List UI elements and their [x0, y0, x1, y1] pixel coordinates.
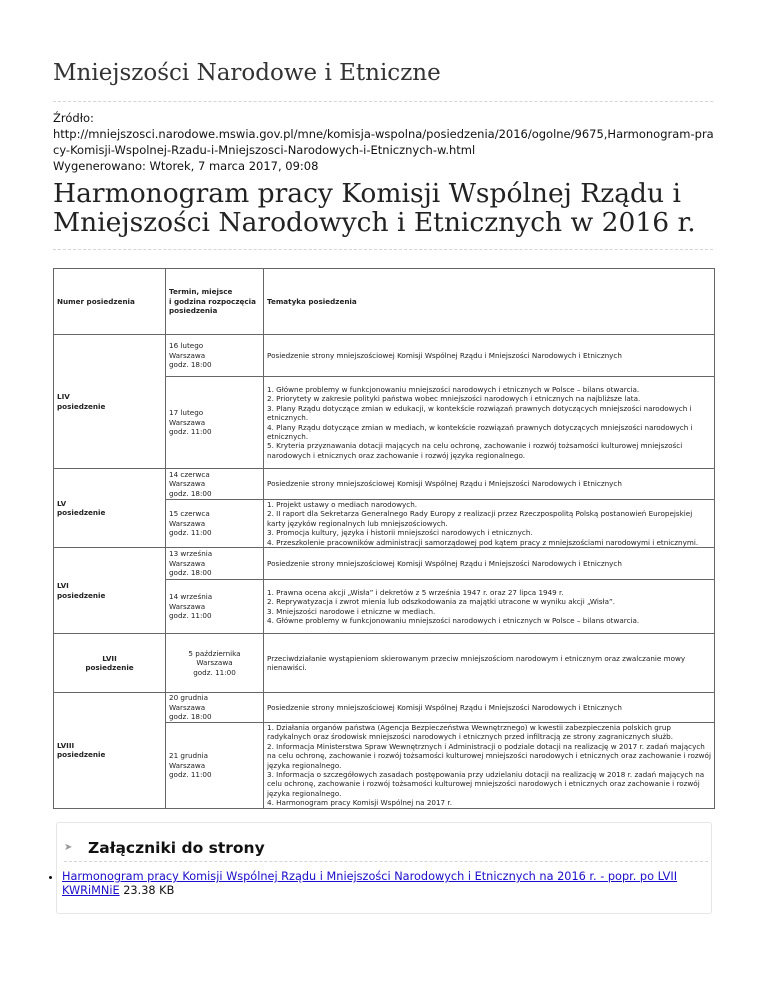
- table-row: [54, 548, 715, 580]
- table-row: [54, 469, 715, 500]
- divider: [53, 101, 713, 102]
- table-row: [54, 634, 715, 693]
- table-row: [54, 693, 715, 723]
- table-header-row: [54, 269, 715, 335]
- session-term: 13 września Warszawa godz. 18:00: [166, 548, 264, 580]
- header-cell: Termin, miejsce i godzina rozpoczęcia posiedzenia: [166, 269, 264, 335]
- site-title: Mniejszości Narodowe i Etniczne: [53, 60, 441, 86]
- session-term: 20 grudnia Warszawa godz. 18:00: [166, 693, 264, 723]
- session-topic: 1. Działania organów państwa (Agencja Bezpieczeństwa Wewnętrznego) w kwestii zabezpieczenia polskich grup radykalnych oraz środowisk mniejszości narodowych i etnicznych przed infiltracją ze strony zagranicznych służb. 2. Informacja Ministerstwa Spraw Wewnętrznych i Administracji o podziale dotacji na realizację w 2017 r. zadań mających na celu ochronę, zachowanie i rozwój tożsamości kulturowej mniejszości narodowych i etnicznych oraz zachowanie i rozwój języka regionalnego. 3. Informacja o szczegółowych zasadach postępowania przy udzielaniu dotacji na realizację w 2018 r. zadań mających na celu ochronę, zachowanie i rozwój tożsamości kulturowej mniejszości narodowych i etnicznych oraz zachowanie i rozwój języka regionalnego. 4. Harmonogram pracy Komisji Wspólnej na 2017 r.: [264, 723, 715, 809]
- session-topic: 1. Główne problemy w funkcjonowaniu mniejszości narodowych i etnicznych w Polsce – bilans otwarcia. 2. Priorytety w zakresie polityki państwa wobec mniejszości narodowych i etnicznych na najbliższe lata. 3. Plany Rządu dotyczące zmian w edukacji, w kontekście rozwiązań prawnych dotyczących mniejszości narodowych i etnicznych. 4. Plany Rządu dotyczące zmian w mediach, w kontekście rozwiązań prawnych dotyczących mniejszości narodowych i etnicznych. 5. Kryteria przyznawania dotacji mających na celu ochronę, zachowanie i rozwój tożsamości kulturowej mniejszości narodowych i etnicznych oraz zachowanie i rozwój języka regionalnego.: [264, 377, 715, 469]
- arrow-right-icon: ➤: [64, 842, 73, 853]
- session-topic: 1. Prawna ocena akcji „Wisła” i dekretów z 5 września 1947 r. oraz 27 lipca 1949 r. 2. Reprywatyzacja i zwrot mienia lub odszkodowania za majątki utracone w wyniku akcji „Wisła”. 3. Mniejszości narodowe i etniczne w mediach. 4. Główne problemy w funkcjonowaniu mniejszości narodowych i etnicznych w Polsce – bilans otwarcia.: [264, 580, 715, 634]
- session-number: LV posiedzenie: [54, 469, 166, 548]
- table-row: [54, 335, 715, 377]
- list-item: [62, 870, 727, 898]
- session-term: 14 września Warszawa godz. 11:00: [166, 580, 264, 634]
- session-term: 5 października Warszawa godz. 11:00: [166, 634, 264, 693]
- session-number: LVIII posiedzenie: [54, 693, 166, 809]
- session-number: LVI posiedzenie: [54, 548, 166, 634]
- divider: [64, 861, 708, 862]
- attachment-size: 23.38 KB: [123, 884, 175, 897]
- session-topic: 1. Projekt ustawy o mediach narodowych. 2. II raport dla Sekretarza Generalnego Rady Europy z realizacji przez Rzeczpospolitą Polską postanowień Europejskiej karty języków regionalnych lub mniejszościowych. 3. Promocja kultury, języka i historii mniejszości narodowych i etnicznych. 4. Przeszkolenie pracowników administracji samorządowej pod kątem pracy z mniejszościami narodowymi i etnicznymi.: [264, 500, 715, 548]
- session-topic: Posiedzenie strony mniejszościowej Komisji Wspólnej Rządu i Mniejszości Narodowych i Etnicznych: [264, 469, 715, 500]
- header-cell: Tematyka posiedzenia: [264, 269, 715, 335]
- attachments-title: Załączniki do strony: [88, 839, 265, 857]
- session-term: 15 czerwca Warszawa godz. 11:00: [166, 500, 264, 548]
- session-term: 16 lutego Warszawa godz. 18:00: [166, 335, 264, 377]
- page-title: Harmonogram pracy Komisji Wspólnej Rządu i Mniejszości Narodowych i Etnicznych w 2016 r.: [53, 178, 696, 238]
- attachment-link[interactable]: Harmonogram pracy Komisji Wspólnej Rządu i Mniejszości Narodowych i Etnicznych na 2016 r. - popr. po LVII KWRiMNiE: [62, 870, 678, 897]
- session-topic: Posiedzenie strony mniejszościowej Komisji Wspólnej Rządu i Mniejszości Narodowych i Etnicznych: [264, 548, 715, 580]
- session-topic: Posiedzenie strony mniejszościowej Komisji Wspólnej Rządu i Mniejszości Narodowych i Etnicznych: [264, 693, 715, 723]
- session-number: LIV posiedzenie: [54, 335, 166, 469]
- session-term: 17 lutego Warszawa godz. 11:00: [166, 377, 264, 469]
- generated-date: Wygenerowano: Wtorek, 7 marca 2017, 09:08: [53, 159, 319, 173]
- page-meta: [53, 110, 718, 174]
- header-cell: Numer posiedzenia: [54, 269, 166, 335]
- session-term: 14 czerwca Warszawa godz. 18:00: [166, 469, 264, 500]
- schedule-table: [53, 268, 715, 809]
- source-label: Źródło:: [53, 111, 94, 125]
- session-term: 21 grudnia Warszawa godz. 11:00: [166, 723, 264, 809]
- session-topic: Posiedzenie strony mniejszościowej Komisji Wspólnej Rządu i Mniejszości Narodowych i Etnicznych: [264, 335, 715, 377]
- source-url: http://mniejszosci.narodowe.mswia.gov.pl/mne/komisja-wspolna/posiedzenia/2016/ogolne/9675,Harmonogram-pracy-Komisji-Wspolnej-Rzadu-i-Mniejszosci-Narodowych-i-Etnicznych-w.html: [53, 127, 714, 157]
- session-topic: Przeciwdziałanie wystąpieniom skierowanym przeciw mniejszościom narodowym i etnicznym oraz zwalczanie mowy nienawiści.: [264, 634, 715, 693]
- session-number: LVII posiedzenie: [54, 634, 166, 693]
- attachments-list: [48, 870, 727, 898]
- attachments-panel: [56, 822, 712, 914]
- divider: [53, 249, 713, 250]
